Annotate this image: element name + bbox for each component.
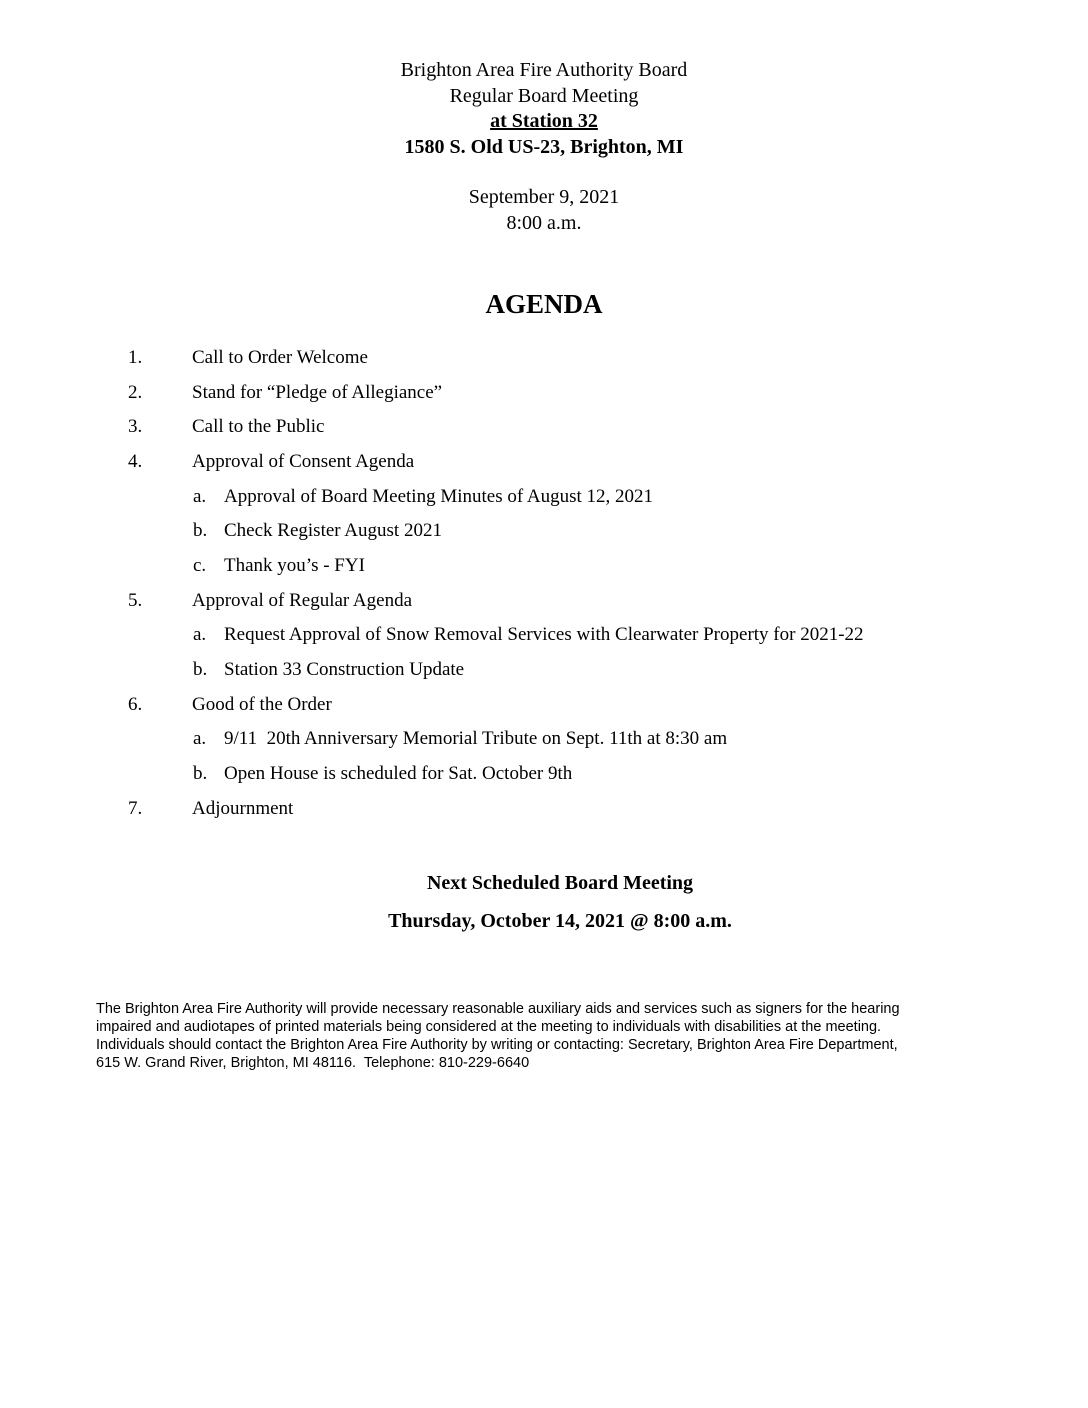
subitem-text: Station 33 Construction Update bbox=[224, 659, 465, 680]
meeting-time: 8:00 a.m. bbox=[506, 212, 582, 234]
meeting-type: Regular Board Meeting bbox=[449, 84, 639, 107]
notice-line: Individuals should contact the Brighton Area Fire Authority by writing or contacting: Secretary, Brighton Area Fire Department, bbox=[96, 1037, 898, 1053]
next-meeting-datetime: Thursday, October 14, 2021 @ 8:00 a.m. bbox=[388, 910, 732, 932]
organization-name: Brighton Area Fire Authority Board bbox=[400, 59, 688, 81]
meeting-header bbox=[0, 58, 1088, 160]
item-text: Call to Order Welcome bbox=[192, 347, 368, 368]
subitem-letter: b. bbox=[193, 763, 208, 784]
next-meeting-label: Next Scheduled Board Meeting bbox=[426, 872, 694, 894]
subitem-text: Request Approval of Snow Removal Services with Clearwater Property for 2021-22 bbox=[224, 624, 864, 645]
item-number: 4. bbox=[128, 451, 143, 472]
subitem-letter: a. bbox=[193, 486, 207, 507]
subitem-text: 9/11 20th Anniversary Memorial Tribute on Sept. 11th at 8:30 am bbox=[224, 728, 728, 749]
meeting-location: at Station 32 bbox=[490, 110, 598, 132]
subitem-text: Approval of Board Meeting Minutes of August 12, 2021 bbox=[224, 486, 654, 507]
subitem-text: Check Register August 2021 bbox=[224, 520, 442, 541]
item-text: Adjournment bbox=[192, 798, 294, 819]
accessibility-notice bbox=[96, 1000, 996, 1072]
agenda-title: AGENDA bbox=[485, 289, 603, 319]
subitem-text: Thank you’s - FYI bbox=[224, 555, 365, 576]
subitem-letter: a. bbox=[193, 728, 207, 749]
notice-line: The Brighton Area Fire Authority will provide necessary reasonable auxiliary aids and services such as signers for the hearing bbox=[96, 1001, 900, 1017]
item-text: Approval of Regular Agenda bbox=[192, 590, 413, 611]
item-number: 3. bbox=[128, 416, 143, 437]
subitem-letter: b. bbox=[193, 520, 208, 541]
notice-line: impaired and audiotapes of printed materials being considered at the meeting to individuals with disabilities at the meeting. bbox=[96, 1019, 882, 1035]
item-number: 5. bbox=[128, 590, 143, 611]
item-number: 1. bbox=[128, 347, 143, 368]
item-number: 6. bbox=[128, 694, 143, 715]
meeting-address: 1580 S. Old US-23, Brighton, MI bbox=[404, 135, 684, 158]
subitem-letter: a. bbox=[193, 624, 207, 645]
item-number: 7. bbox=[128, 798, 143, 819]
subitem-letter: b. bbox=[193, 659, 208, 680]
item-text: Approval of Consent Agenda bbox=[192, 451, 415, 472]
subitem-letter: c. bbox=[193, 555, 207, 576]
item-text: Good of the Order bbox=[192, 694, 332, 715]
item-text: Stand for “Pledge of Allegiance” bbox=[192, 382, 443, 403]
meeting-datetime bbox=[0, 184, 1088, 236]
item-number: 2. bbox=[128, 382, 143, 403]
notice-line: 615 W. Grand River, Brighton, MI 48116. Telephone: 810-229-6640 bbox=[96, 1055, 530, 1071]
subitem-text: Open House is scheduled for Sat. October 9th bbox=[224, 763, 573, 784]
meeting-date: September 9, 2021 bbox=[468, 186, 620, 208]
item-text: Call to the Public bbox=[192, 416, 325, 437]
